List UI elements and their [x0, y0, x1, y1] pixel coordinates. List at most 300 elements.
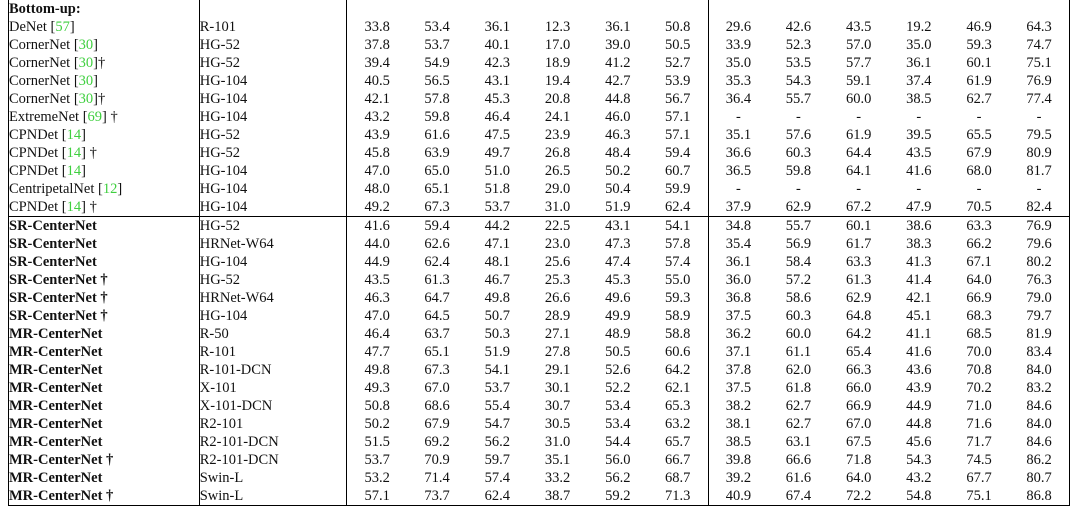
- value-cell: 27.8: [544, 344, 571, 360]
- value-cell: 67.4: [768, 487, 828, 506]
- value-cell: 35.1: [544, 452, 571, 468]
- method-name: MR-CenterNet: [9, 416, 103, 432]
- value-cell: 35.0: [906, 37, 932, 53]
- value-cell: 25.3: [544, 272, 571, 288]
- value-cell: 62.9: [845, 290, 872, 306]
- value-cell: 31.0: [544, 434, 571, 450]
- value-cell: 83.4: [1009, 343, 1069, 361]
- method-name: SR-CenterNet: [9, 236, 97, 252]
- table-row: [9, 18, 1070, 36]
- citation-link[interactable]: 30: [78, 55, 94, 71]
- value-cell: 48.1: [484, 254, 510, 270]
- value-cell: 66.7: [665, 452, 691, 468]
- value-cell: 38.6: [889, 217, 949, 236]
- value-cell: 57.4: [484, 470, 510, 486]
- table-row: [9, 343, 1070, 361]
- backbone-cell: R2-101: [199, 415, 347, 433]
- value-cell: 58.8: [665, 326, 691, 342]
- value-cell: 53.7: [424, 37, 450, 53]
- method-name: CentripetalNet: [9, 181, 95, 197]
- results-table: [8, 0, 1070, 506]
- table-row: [9, 144, 1070, 162]
- value-cell: 36.0: [708, 271, 768, 289]
- value-cell: 37.8: [347, 36, 407, 54]
- method-cell: CornerNet [30]: [9, 36, 200, 54]
- value-cell: 60.1: [829, 217, 889, 236]
- value-cell: -: [795, 181, 801, 197]
- value-cell: 50.5: [605, 344, 631, 360]
- method-cell: [9, 217, 200, 236]
- value-cell: 64.2: [845, 326, 872, 342]
- value-cell: 75.1: [949, 487, 1009, 506]
- value-cell: 51.8: [484, 181, 510, 197]
- method-name: SR-CenterNet: [9, 218, 97, 234]
- method-name: MR-CenterNet: [9, 452, 103, 468]
- value-cell: 36.5: [708, 162, 768, 180]
- value-cell: 64.2: [665, 362, 691, 378]
- value-cell: 52.3: [785, 37, 812, 53]
- method-name: SR-CenterNet: [9, 272, 97, 288]
- method-cell: [9, 271, 200, 289]
- value-cell: 41.6: [347, 217, 407, 236]
- method-name: MR-CenterNet: [9, 470, 103, 486]
- value-cell: 62.7: [785, 416, 812, 432]
- value-cell: 49.8: [347, 361, 407, 379]
- method-cell: CPNDet [14]: [9, 126, 200, 144]
- value-cell: 61.8: [785, 380, 812, 396]
- value-cell: 40.1: [484, 37, 510, 53]
- backbone-cell: R-101: [199, 343, 347, 361]
- method-cell: [9, 289, 200, 307]
- value-cell: 66.2: [966, 236, 992, 252]
- value-cell: 45.3: [605, 272, 631, 288]
- backbone-cell: HRNet-W64: [199, 289, 347, 307]
- method-cell: [9, 397, 200, 415]
- value-cell: 40.9: [708, 487, 768, 506]
- value-cell: 44.8: [906, 416, 932, 432]
- method-cell: [9, 307, 200, 325]
- method-cell: [9, 487, 200, 506]
- value-cell: 44.8: [605, 91, 631, 107]
- value-cell: 57.1: [665, 109, 691, 125]
- value-cell: 39.8: [708, 451, 768, 469]
- value-cell: 57.2: [785, 272, 812, 288]
- method-cell: CPNDet [14]: [9, 162, 200, 180]
- value-cell: 51.0: [484, 163, 510, 179]
- value-cell: 58.6: [785, 290, 812, 306]
- value-cell: 61.6: [424, 127, 450, 143]
- value-cell: 71.8: [845, 452, 872, 468]
- value-cell: 40.5: [347, 72, 407, 90]
- value-cell: 26.8: [544, 145, 571, 161]
- section-header-row: [9, 0, 1070, 18]
- value-cell: 50.7: [484, 308, 510, 324]
- value-cell: 65.5: [966, 127, 992, 143]
- value-cell: 43.5: [347, 271, 407, 289]
- value-cell: 70.0: [966, 344, 992, 360]
- value-cell: 67.5: [845, 434, 872, 450]
- citation-link[interactable]: 14: [66, 127, 82, 143]
- results-table-container: [8, 0, 1070, 506]
- value-cell: 36.1: [605, 19, 631, 35]
- value-cell: 39.4: [347, 54, 407, 72]
- value-cell: 43.2: [347, 108, 407, 126]
- value-cell: -: [976, 109, 982, 125]
- value-cell: 41.2: [605, 55, 631, 71]
- value-cell: 70.2: [966, 380, 992, 396]
- value-cell: 36.8: [708, 289, 768, 307]
- value-cell: 37.1: [708, 343, 768, 361]
- value-cell: 67.0: [424, 380, 450, 396]
- value-cell: 51.9: [484, 344, 510, 360]
- value-cell: 64.8: [845, 308, 872, 324]
- value-cell: 47.4: [605, 254, 631, 270]
- value-cell: 56.0: [605, 452, 631, 468]
- value-cell: 74.7: [1009, 36, 1069, 54]
- citation-link[interactable]: 30: [78, 73, 94, 89]
- value-cell: 84.6: [1009, 397, 1069, 415]
- value-cell: 29.0: [544, 181, 571, 197]
- value-cell: 43.9: [906, 380, 932, 396]
- value-cell: 35.0: [708, 54, 768, 72]
- value-cell: 36.1: [484, 19, 510, 35]
- value-cell: 27.1: [544, 326, 571, 342]
- value-cell: 22.5: [527, 217, 587, 236]
- backbone-cell: HG-104: [199, 307, 347, 325]
- backbone-cell: R2-101-DCN: [199, 433, 347, 451]
- method-cell: [9, 433, 200, 451]
- value-cell: 46.7: [484, 272, 510, 288]
- value-cell: 65.1: [424, 181, 450, 197]
- value-cell: 39.2: [708, 469, 768, 487]
- value-cell: 49.9: [605, 308, 631, 324]
- value-cell: 38.1: [708, 415, 768, 433]
- value-cell: 54.7: [484, 416, 510, 432]
- method-name: MR-CenterNet: [9, 380, 103, 396]
- value-cell: 62.9: [785, 199, 812, 215]
- value-cell: 37.8: [708, 361, 768, 379]
- backbone-cell: HG-104: [199, 198, 347, 217]
- method-cell: CPNDet [14] †: [9, 198, 200, 217]
- backbone-cell: HG-104: [199, 180, 347, 198]
- method-name: CPNDet: [9, 199, 59, 215]
- value-cell: 60.1: [966, 55, 992, 71]
- value-cell: 67.9: [966, 145, 992, 161]
- value-cell: 61.9: [845, 127, 872, 143]
- value-cell: 49.3: [347, 379, 407, 397]
- value-cell: -: [916, 109, 922, 125]
- value-cell: 84.0: [1009, 415, 1069, 433]
- value-cell: 50.8: [347, 397, 407, 415]
- table-row: [9, 397, 1070, 415]
- method-name: CPNDet: [9, 127, 59, 143]
- value-cell: 29.1: [544, 362, 571, 378]
- value-cell: 30.5: [544, 416, 571, 432]
- value-cell: 36.2: [708, 325, 768, 343]
- value-cell: 62.7: [966, 91, 992, 107]
- value-cell: 62.1: [665, 380, 691, 396]
- method-cell: ExtremeNet [69] †: [9, 108, 200, 126]
- table-row: [9, 451, 1070, 469]
- value-cell: 70.5: [966, 199, 992, 215]
- value-cell: 46.4: [484, 109, 510, 125]
- value-cell: 41.1: [906, 326, 932, 342]
- value-cell: 23.9: [544, 127, 571, 143]
- citation-link[interactable]: 57: [55, 19, 70, 35]
- value-cell: 61.3: [845, 272, 872, 288]
- value-cell: 41.4: [906, 272, 932, 288]
- value-cell: 82.4: [1009, 198, 1069, 217]
- value-cell: 66.3: [845, 362, 872, 378]
- value-cell: 26.6: [544, 290, 571, 306]
- value-cell: 42.1: [906, 290, 932, 306]
- section-header: Bottom-up:: [9, 0, 200, 18]
- value-cell: 56.7: [665, 91, 691, 107]
- value-cell: 49.8: [484, 290, 510, 306]
- value-cell: 54.1: [648, 217, 708, 236]
- value-cell: 62.4: [665, 199, 691, 215]
- dagger-marker: †: [96, 290, 108, 306]
- table-row: [9, 108, 1070, 126]
- value-cell: 23.0: [544, 236, 571, 252]
- table-row: [9, 361, 1070, 379]
- value-cell: -: [795, 109, 801, 125]
- value-cell: 53.2: [347, 469, 407, 487]
- value-cell: 33.8: [347, 18, 407, 36]
- value-cell: 62.0: [785, 362, 812, 378]
- value-cell: 65.3: [665, 398, 691, 414]
- method-name: DeNet: [9, 19, 47, 35]
- value-cell: 70.8: [966, 362, 992, 378]
- backbone-cell: HG-104: [199, 108, 347, 126]
- value-cell: 56.9: [785, 236, 812, 252]
- method-name: CornerNet: [9, 73, 71, 89]
- table-row: [9, 126, 1070, 144]
- value-cell: 64.0: [845, 470, 872, 486]
- value-cell: 39.0: [605, 37, 631, 53]
- value-cell: 47.0: [347, 162, 407, 180]
- method-cell: [9, 451, 200, 469]
- value-cell: 44.9: [906, 398, 932, 414]
- value-cell: 56.2: [605, 470, 631, 486]
- value-cell: 38.5: [906, 91, 932, 107]
- value-cell: 49.6: [605, 290, 631, 306]
- value-cell: 12.3: [544, 19, 571, 35]
- value-cell: 47.7: [347, 343, 407, 361]
- table-body: [9, 0, 1070, 506]
- citation-link[interactable]: 30: [78, 37, 94, 53]
- value-cell: 68.5: [966, 326, 992, 342]
- value-cell: 62.7: [785, 398, 812, 414]
- value-cell: 71.0: [966, 398, 992, 414]
- method-name: SR-CenterNet: [9, 308, 97, 324]
- backbone-cell: HG-52: [199, 126, 347, 144]
- value-cell: 55.7: [768, 217, 828, 236]
- value-cell: 63.3: [845, 254, 872, 270]
- value-cell: 64.3: [1009, 18, 1069, 36]
- value-cell: 84.6: [1009, 433, 1069, 451]
- value-cell: 60.3: [785, 308, 812, 324]
- table-row: [9, 235, 1070, 253]
- value-cell: 36.4: [708, 90, 768, 108]
- method-cell: [9, 415, 200, 433]
- value-cell: 64.0: [966, 272, 992, 288]
- value-cell: 54.3: [906, 452, 932, 468]
- value-cell: 67.0: [845, 416, 872, 432]
- value-cell: -: [976, 181, 982, 197]
- value-cell: 34.8: [708, 217, 768, 236]
- method-cell: CPNDet [14] †: [9, 144, 200, 162]
- citation-link[interactable]: 30: [78, 91, 94, 107]
- citation-link[interactable]: 14: [66, 163, 82, 179]
- backbone-cell: HG-104: [199, 253, 347, 271]
- value-cell: 45.1: [906, 308, 932, 324]
- value-cell: 37.5: [708, 379, 768, 397]
- backbone-cell: Swin-L: [199, 469, 347, 487]
- value-cell: 59.8: [424, 109, 450, 125]
- value-cell: 84.0: [1009, 361, 1069, 379]
- value-cell: 19.4: [544, 73, 571, 89]
- value-cell: 54.4: [605, 434, 631, 450]
- backbone-cell: HRNet-W64: [199, 235, 347, 253]
- value-cell: 46.4: [347, 325, 407, 343]
- value-cell: 62.4: [467, 487, 527, 506]
- value-cell: 41.3: [906, 254, 932, 270]
- value-cell: 79.6: [1009, 235, 1069, 253]
- value-cell: 43.2: [906, 470, 932, 486]
- value-cell: 65.7: [665, 434, 691, 450]
- value-cell: 71.3: [648, 487, 708, 506]
- value-cell: -: [1009, 180, 1069, 198]
- value-cell: 38.3: [906, 236, 932, 252]
- value-cell: 59.3: [966, 37, 992, 53]
- value-cell: 26.5: [544, 163, 571, 179]
- method-cell: [9, 379, 200, 397]
- backbone-cell: HG-52: [199, 217, 347, 236]
- value-cell: 48.4: [605, 145, 631, 161]
- value-cell: 44.2: [467, 217, 527, 236]
- method-cell: [9, 361, 200, 379]
- method-cell: CornerNet [30]†: [9, 54, 200, 72]
- value-cell: 33.2: [544, 470, 571, 486]
- value-cell: 80.9: [1009, 144, 1069, 162]
- value-cell: 47.9: [906, 199, 932, 215]
- citation-link[interactable]: 69: [87, 109, 103, 125]
- dagger-marker: †: [98, 91, 106, 107]
- value-cell: 69.2: [424, 434, 450, 450]
- backbone-cell: HG-52: [199, 271, 347, 289]
- value-cell: 61.6: [785, 470, 812, 486]
- value-cell: -: [856, 181, 862, 197]
- value-cell: 41.6: [906, 344, 932, 360]
- value-cell: 38.7: [527, 487, 587, 506]
- table-row: [9, 90, 1070, 108]
- value-cell: 37.9: [708, 198, 768, 217]
- value-cell: 72.2: [829, 487, 889, 506]
- value-cell: 36.1: [906, 55, 932, 71]
- value-cell: 63.2: [665, 416, 691, 432]
- value-cell: 63.3: [949, 217, 1009, 236]
- value-cell: 59.8: [785, 163, 812, 179]
- value-cell: 62.4: [424, 254, 450, 270]
- value-cell: 24.1: [544, 109, 571, 125]
- value-cell: 39.5: [906, 127, 932, 143]
- value-cell: 53.7: [484, 380, 510, 396]
- value-cell: 64.4: [845, 145, 872, 161]
- value-cell: 50.8: [665, 19, 691, 35]
- citation-link[interactable]: 14: [66, 199, 82, 215]
- method-name: MR-CenterNet: [9, 344, 103, 360]
- citation-link[interactable]: 12: [102, 181, 118, 197]
- table-row: [9, 289, 1070, 307]
- value-cell: 59.3: [665, 290, 691, 306]
- value-cell: 37.4: [906, 73, 932, 89]
- dagger-marker: †: [102, 488, 114, 504]
- value-cell: 61.7: [845, 236, 872, 252]
- method-name: MR-CenterNet: [9, 434, 103, 450]
- method-name: CornerNet: [9, 91, 71, 107]
- value-cell: 30.1: [544, 380, 571, 396]
- value-cell: 19.2: [906, 19, 932, 35]
- table-row: [9, 487, 1070, 506]
- value-cell: 53.4: [424, 19, 450, 35]
- value-cell: 35.3: [708, 72, 768, 90]
- value-cell: 67.3: [424, 362, 450, 378]
- value-cell: 67.9: [424, 416, 450, 432]
- backbone-cell: HG-104: [199, 162, 347, 180]
- value-cell: 55.4: [484, 398, 510, 414]
- backbone-cell: Swin-L: [199, 487, 347, 506]
- value-cell: 28.9: [544, 308, 571, 324]
- value-cell: 47.5: [484, 127, 510, 143]
- value-cell: 37.5: [708, 307, 768, 325]
- method-name: CornerNet: [9, 55, 71, 71]
- backbone-cell: HG-104: [199, 72, 347, 90]
- value-cell: 55.7: [785, 91, 812, 107]
- value-cell: 60.0: [845, 91, 872, 107]
- table-row: [9, 433, 1070, 451]
- value-cell: 51.5: [347, 433, 407, 451]
- value-cell: 35.1: [708, 126, 768, 144]
- value-cell: -: [708, 108, 768, 126]
- backbone-cell: R-101: [199, 18, 347, 36]
- value-cell: 47.1: [484, 236, 510, 252]
- value-cell: 59.2: [588, 487, 648, 506]
- value-cell: 68.0: [966, 163, 992, 179]
- value-cell: 57.7: [845, 55, 872, 71]
- value-cell: 57.1: [665, 127, 691, 143]
- value-cell: 80.7: [1009, 469, 1069, 487]
- value-cell: 54.9: [424, 55, 450, 71]
- value-cell: 35.4: [708, 235, 768, 253]
- value-cell: 80.2: [1009, 253, 1069, 271]
- value-cell: 44.0: [347, 235, 407, 253]
- value-cell: 68.6: [424, 398, 450, 414]
- value-cell: 57.8: [424, 91, 450, 107]
- value-cell: 60.0: [785, 326, 812, 342]
- citation-link[interactable]: 14: [66, 145, 82, 161]
- value-cell: 43.5: [906, 145, 932, 161]
- value-cell: 56.2: [484, 434, 510, 450]
- value-cell: 45.3: [484, 91, 510, 107]
- value-cell: 76.3: [1009, 271, 1069, 289]
- value-cell: 36.1: [708, 253, 768, 271]
- backbone-cell: R-101-DCN: [199, 361, 347, 379]
- value-cell: 49.7: [484, 145, 510, 161]
- value-cell: 52.7: [665, 55, 691, 71]
- value-cell: 66.6: [785, 452, 812, 468]
- backbone-cell: HG-52: [199, 144, 347, 162]
